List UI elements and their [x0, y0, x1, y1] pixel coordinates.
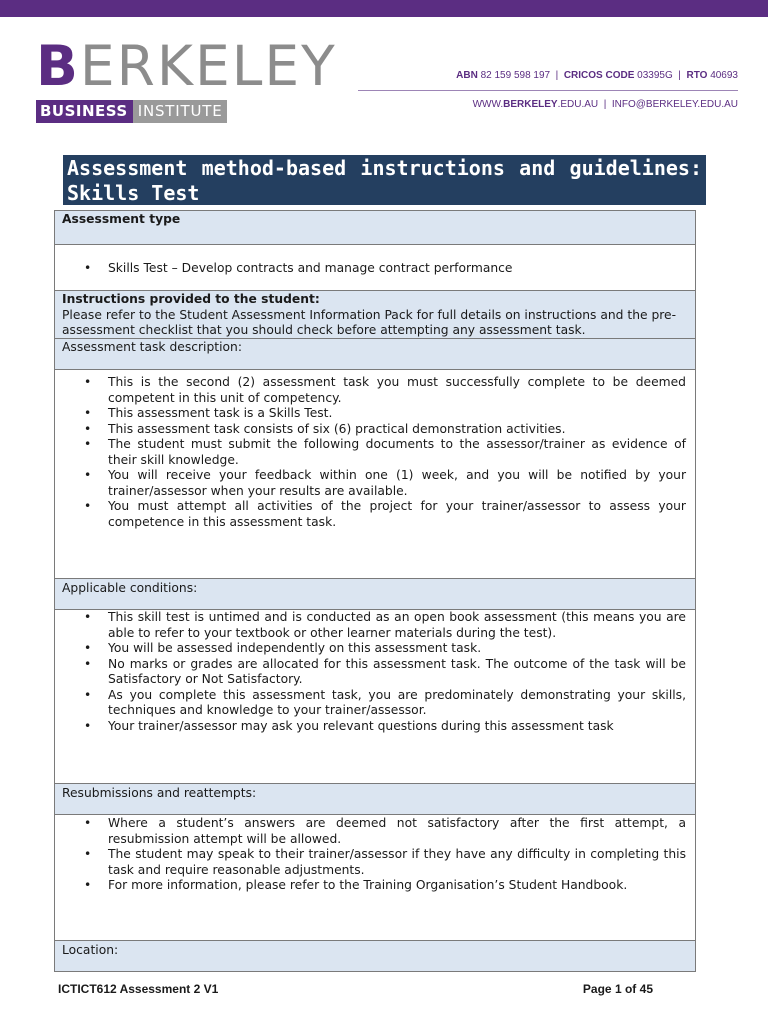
list-item: • You must attempt all activities of the project for your trainer/assessor to assess your competence in this assessment task.	[108, 499, 686, 530]
instructions-section	[54, 291, 696, 339]
list-item: • This assessment task consists of six (6) practical demonstration activities.	[108, 422, 686, 438]
header-divider	[358, 90, 738, 91]
resubmissions-body	[54, 815, 696, 941]
instructions-text: Please refer to the Student Assessment Information Pack for full details on instructions and the pre- assessment checklist that you should check before attempting any assessment task.	[62, 307, 677, 337]
assessment-type-heading: Assessment type	[54, 211, 696, 245]
assessment-type-body	[54, 245, 696, 291]
list-item: • Where a student’s answers are deemed not satisfactory after the first attempt, a resubmission attempt will be allowed.	[108, 816, 686, 847]
conditions-body	[54, 610, 696, 784]
assessment-table	[54, 210, 696, 972]
assessment-type-list	[62, 261, 688, 277]
website-link[interactable]: WWW.BERKELEY.EDU.AU	[472, 99, 599, 110]
registration-numbers: ABN 82 159 598 197 | CRICOS CODE 03395G | RTO 40693	[456, 70, 738, 81]
page-number: Page 1 of 45	[582, 982, 653, 996]
task-description-list	[62, 375, 688, 530]
list-item: • This assessment task is a Skills Test.	[108, 406, 686, 422]
list-item: • This skill test is untimed and is conducted as an open book assessment (this means you are able to refer to your textbook or other learner materials during the test).	[108, 610, 686, 641]
list-item: • As you complete this assessment task, you are predominately demonstrating your skills, techniques and knowledge to your trainer/assessor.	[108, 688, 686, 719]
list-item: • Your trainer/assessor may ask you relevant questions during this assessment task	[108, 719, 686, 735]
list-item: • No marks or grades are allocated for this assessment task. The outcome of the task will be Satisfactory or Not Satisfactory.	[108, 657, 686, 688]
page-title: Assessment method-based instructions and guidelines: Skills Test	[63, 155, 706, 205]
task-description-body	[54, 370, 696, 579]
instructions-heading: Instructions provided to the student:	[62, 292, 320, 306]
list-item: • The student must submit the following documents to the assessor/trainer as evidence of their skill knowledge.	[108, 437, 686, 468]
list-item: • You will receive your feedback within one (1) week, and you will be notified by your trainer/assessor when your results are available.	[108, 468, 686, 499]
list-item: • You will be assessed independently on this assessment task.	[108, 641, 686, 657]
conditions-list	[62, 610, 688, 734]
email-link[interactable]: INFO@BERKELEY.EDU.AU	[611, 99, 738, 110]
list-item: • Skills Test – Develop contracts and manage contract performance	[108, 261, 686, 277]
task-description-heading: Assessment task description:	[54, 339, 696, 370]
resubmissions-heading: Resubmissions and reattempts:	[54, 784, 696, 815]
logo-wordmark: BERKELEY	[36, 34, 337, 98]
logo-tagline: BUSINESS INSTITUTE	[36, 100, 227, 123]
list-item: • The student may speak to their trainer/assessor if they have any difficulty in completing this task and require reasonable adjustments.	[108, 847, 686, 878]
list-item: • This is the second (2) assessment task you must successfully complete to be deemed competent in this unit of competency.	[108, 375, 686, 406]
top-color-bar	[0, 0, 768, 17]
list-item: • For more information, please refer to the Training Organisation’s Student Handbook.	[108, 878, 686, 894]
contact-links: WWW.BERKELEY.EDU.AU | INFO@BERKELEY.EDU.AU	[472, 99, 738, 110]
location-heading: Location:	[54, 941, 696, 972]
berkeley-logo	[36, 34, 356, 126]
conditions-heading: Applicable conditions:	[54, 579, 696, 610]
resubmissions-list	[62, 816, 688, 894]
document-id: ICTICT612 Assessment 2 V1	[58, 982, 219, 996]
